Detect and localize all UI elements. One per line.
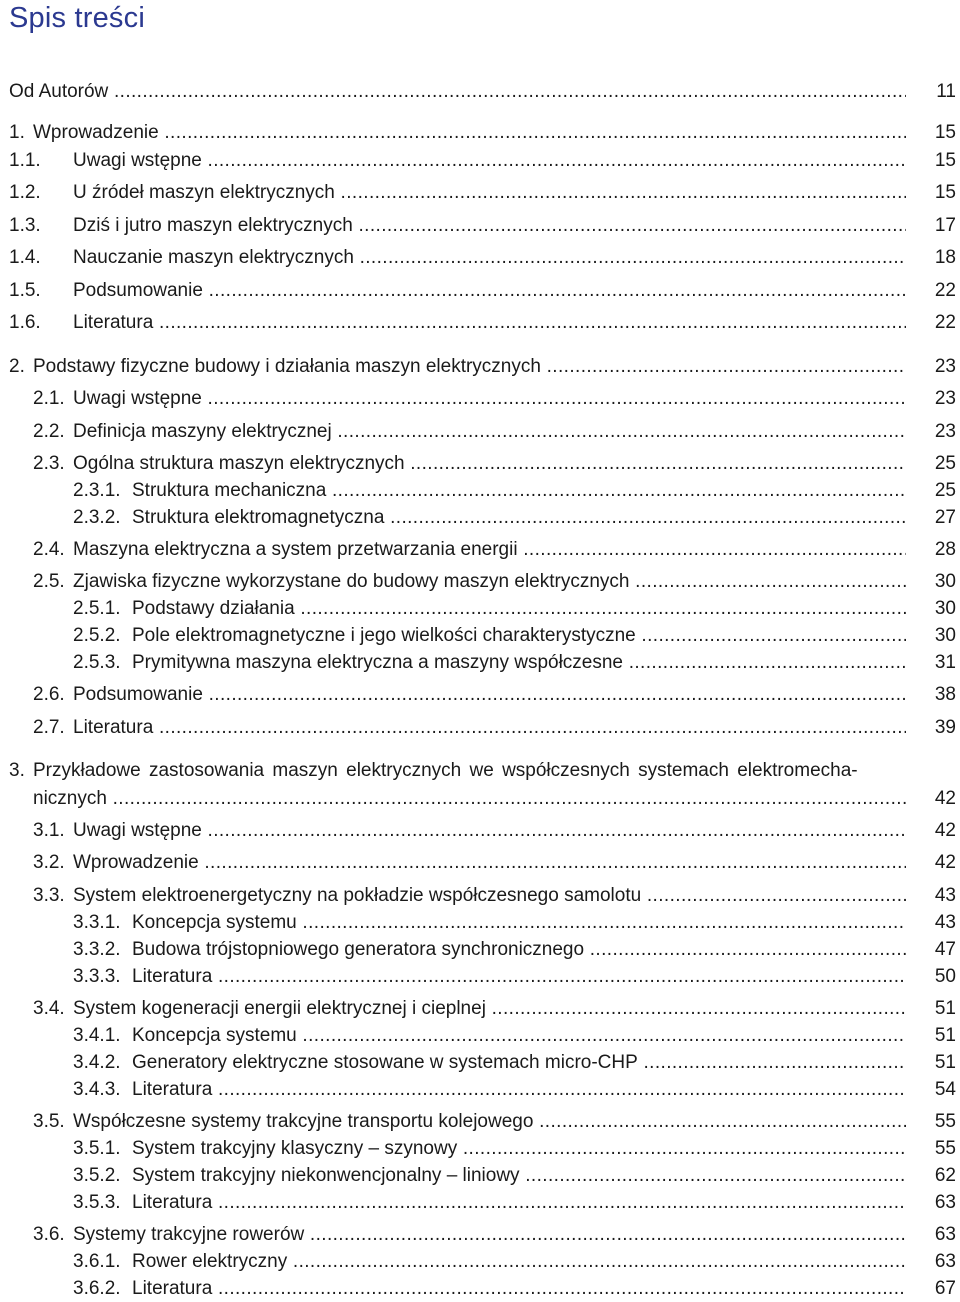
toc-entry-page: 50 bbox=[934, 966, 956, 987]
toc-entry-title: Literatura ..... bbox=[132, 1076, 906, 1103]
toc-entry-title: Literatura ..... bbox=[132, 1189, 906, 1216]
toc-entry bbox=[0, 1076, 960, 1103]
toc-entry-title: System elektroenergetyczny na pokładzie współczesnego samolotu ..... bbox=[73, 882, 906, 909]
toc-entry-number: 3.3.1. bbox=[73, 912, 121, 933]
toc-entry bbox=[0, 536, 960, 563]
toc-entry-page: 62 bbox=[934, 1165, 956, 1186]
toc-entry bbox=[0, 757, 960, 784]
toc-entry-number: 2.5.3. bbox=[73, 652, 121, 673]
toc-entry bbox=[0, 649, 960, 676]
toc-entry-page: 63 bbox=[934, 1192, 956, 1213]
toc-entry-number: 1.5. bbox=[9, 280, 41, 301]
toc-entry-number: 2.5. bbox=[33, 571, 65, 592]
toc-entry-title: nicznych ..... bbox=[33, 785, 906, 812]
toc-entry-title: Od Autorów ..... bbox=[9, 78, 906, 105]
toc-entry-title: Literatura ..... bbox=[73, 309, 906, 336]
toc-entry-page: 18 bbox=[934, 247, 956, 268]
toc-entry-page: 51 bbox=[934, 1052, 956, 1073]
toc-entry-page: 22 bbox=[934, 312, 956, 333]
toc-entry bbox=[0, 963, 960, 990]
toc-entry-title: Dziś i jutro maszyn elektrycznych ..... bbox=[73, 212, 906, 239]
toc-entry-page: 30 bbox=[934, 571, 956, 592]
toc-entry-page: 63 bbox=[934, 1251, 956, 1272]
toc-entry bbox=[0, 1108, 960, 1135]
toc-entry-title: Podsumowanie ..... bbox=[73, 277, 906, 304]
toc-entry-title: U źródeł maszyn elektrycznych ..... bbox=[73, 179, 906, 206]
toc-entry-number: 3.4.2. bbox=[73, 1052, 121, 1073]
toc-entry bbox=[0, 681, 960, 708]
toc-entry-number: 2.3.2. bbox=[73, 507, 121, 528]
toc-entry bbox=[0, 1189, 960, 1216]
toc-entry-title: Ogólna struktura maszyn elektrycznych ..... bbox=[73, 450, 906, 477]
toc-entry bbox=[0, 147, 960, 174]
toc-entry-number: 3.3.2. bbox=[73, 939, 121, 960]
toc-entry-number: 3.4. bbox=[33, 998, 65, 1019]
toc-entry-page: 25 bbox=[934, 453, 956, 474]
toc-entry bbox=[0, 882, 960, 909]
page-title: Spis treści bbox=[9, 2, 145, 34]
toc-entry-page: 63 bbox=[934, 1224, 956, 1245]
toc-entry-title: Literatura ..... bbox=[73, 714, 906, 741]
toc-entry bbox=[0, 450, 960, 477]
toc-entry bbox=[0, 504, 960, 531]
toc-entry-page: 15 bbox=[934, 182, 956, 203]
toc-entry-number: 2.6. bbox=[33, 684, 65, 705]
toc-entry bbox=[0, 1248, 960, 1275]
toc-entry-page: 51 bbox=[934, 998, 956, 1019]
toc-entry bbox=[0, 1162, 960, 1189]
toc-entry-number: 3.5.1. bbox=[73, 1138, 121, 1159]
toc-entry-page: 23 bbox=[934, 356, 956, 377]
toc-entry-number: 3.3. bbox=[33, 885, 65, 906]
toc-entry-title: System trakcyjny niekonwencjonalny – liniowy ..... bbox=[132, 1162, 906, 1189]
toc-entry-number: 2.7. bbox=[33, 717, 65, 738]
toc-entry-page: 23 bbox=[934, 421, 956, 442]
toc-entry bbox=[0, 418, 960, 445]
toc-entry bbox=[0, 622, 960, 649]
toc-entry-number: 2.3.1. bbox=[73, 480, 121, 501]
toc-entry-title: Literatura ..... bbox=[132, 1275, 906, 1302]
toc-entry-title: Przykładowe zastosowania maszyn elektrycznych we współczesnych systemach elektromecha- bbox=[33, 760, 858, 781]
toc-entry bbox=[0, 385, 960, 412]
toc-entry-page: 30 bbox=[934, 625, 956, 646]
toc-entry-page: 31 bbox=[934, 652, 956, 673]
toc-entry-number: 1. bbox=[9, 122, 25, 143]
toc-entry-title: Współczesne systemy trakcyjne transportu kolejowego ..... bbox=[73, 1108, 906, 1135]
toc-entry-page: 23 bbox=[934, 388, 956, 409]
toc-entry-number: 1.6. bbox=[9, 312, 41, 333]
toc-entry-page: 55 bbox=[934, 1111, 956, 1132]
toc-entry-number: 3.5. bbox=[33, 1111, 65, 1132]
toc-entry-page: 43 bbox=[934, 885, 956, 906]
toc-entry-number: 1.3. bbox=[9, 215, 41, 236]
toc-entry bbox=[0, 477, 960, 504]
toc-entry-title: Struktura elektromagnetyczna ..... bbox=[132, 504, 906, 531]
toc-entry bbox=[0, 179, 960, 206]
toc-entry-page: 28 bbox=[934, 539, 956, 560]
toc-entry-title: Podstawy fizyczne budowy i działania maszyn elektrycznych ..... bbox=[33, 353, 906, 380]
toc-entry-number: 3.1. bbox=[33, 820, 65, 841]
toc-entry-page: 47 bbox=[934, 939, 956, 960]
toc-entry-page: 42 bbox=[934, 852, 956, 873]
toc-entry-title: Podstawy działania ..... bbox=[132, 595, 906, 622]
toc-entry-number: 2.1. bbox=[33, 388, 65, 409]
toc-entry-number: 1.1. bbox=[9, 150, 41, 171]
toc-entry-title: Definicja maszyny elektrycznej ..... bbox=[73, 418, 906, 445]
toc-entry-number: 2. bbox=[9, 356, 25, 377]
toc-entry-page: 15 bbox=[934, 150, 956, 171]
toc-entry-page: 67 bbox=[934, 1278, 956, 1299]
toc-entry bbox=[0, 244, 960, 271]
toc-entry-title: Literatura ..... bbox=[132, 963, 906, 990]
toc-entry-title: Koncepcja systemu ..... bbox=[132, 1022, 906, 1049]
toc-entry-title: Rower elektryczny ..... bbox=[132, 1248, 906, 1275]
toc-entry bbox=[0, 1022, 960, 1049]
toc-entry-number: 3.4.3. bbox=[73, 1079, 121, 1100]
toc-entry-number: 3. bbox=[9, 760, 25, 781]
toc-entry-page: 15 bbox=[934, 122, 956, 143]
toc-entry bbox=[0, 568, 960, 595]
toc-entry-number: 2.5.1. bbox=[73, 598, 121, 619]
toc-entry-page: 55 bbox=[934, 1138, 956, 1159]
toc-entry bbox=[0, 1135, 960, 1162]
toc-entry-title: Koncepcja systemu ..... bbox=[132, 909, 906, 936]
toc-entry-title: Uwagi wstępne ..... bbox=[73, 147, 906, 174]
toc-entry-page: 25 bbox=[934, 480, 956, 501]
toc-entry bbox=[0, 909, 960, 936]
toc-entry bbox=[0, 78, 960, 105]
toc-entry bbox=[0, 1049, 960, 1076]
toc-entry-number: 3.6.2. bbox=[73, 1278, 121, 1299]
toc-entry bbox=[0, 785, 960, 812]
toc-entry-page: 42 bbox=[934, 788, 956, 809]
toc-entry-title: Prymitywna maszyna elektryczna a maszyny współczesne ..... bbox=[132, 649, 906, 676]
toc-entry-number: 2.3. bbox=[33, 453, 65, 474]
toc-entry bbox=[0, 995, 960, 1022]
toc-entry-number: 2.4. bbox=[33, 539, 65, 560]
toc-entry-title: Podsumowanie ..... bbox=[73, 681, 906, 708]
toc-entry-number: 3.4.1. bbox=[73, 1025, 121, 1046]
toc-entry bbox=[0, 1275, 960, 1302]
toc-entry-title: System kogeneracji energii elektrycznej i cieplnej ..... bbox=[73, 995, 906, 1022]
toc-entry-number: 1.4. bbox=[9, 247, 41, 268]
toc-entry-page: 39 bbox=[934, 717, 956, 738]
toc-entry-title: Uwagi wstępne ..... bbox=[73, 817, 906, 844]
toc-entry bbox=[0, 1221, 960, 1248]
toc-entry-title: Wprowadzenie ..... bbox=[73, 849, 906, 876]
toc-entry-number: 3.5.2. bbox=[73, 1165, 121, 1186]
toc-entry-title: Budowa trójstopniowego generatora synchronicznego ..... bbox=[132, 936, 906, 963]
toc-entry-title: Pole elektromagnetyczne i jego wielkości charakterystyczne ..... bbox=[132, 622, 906, 649]
toc-entry-page: 54 bbox=[934, 1079, 956, 1100]
toc-entry-title: System trakcyjny klasyczny – szynowy ..... bbox=[132, 1135, 906, 1162]
toc-entry bbox=[0, 212, 960, 239]
toc-entry bbox=[0, 277, 960, 304]
toc-entry-title: Generatory elektryczne stosowane w systemach micro-CHP ..... bbox=[132, 1049, 906, 1076]
toc-entry-title: Maszyna elektryczna a system przetwarzania energii ..... bbox=[73, 536, 906, 563]
toc-entry bbox=[0, 119, 960, 146]
toc-entry bbox=[0, 849, 960, 876]
toc-entry bbox=[0, 595, 960, 622]
toc-entry-page: 30 bbox=[934, 598, 956, 619]
toc-entry-page: 42 bbox=[934, 820, 956, 841]
toc-entry-title: Nauczanie maszyn elektrycznych ..... bbox=[73, 244, 906, 271]
toc-entry-title: Uwagi wstępne ..... bbox=[73, 385, 906, 412]
toc-entry bbox=[0, 936, 960, 963]
toc-entry-number: 3.6. bbox=[33, 1224, 65, 1245]
toc-entry-number: 3.3.3. bbox=[73, 966, 121, 987]
toc-entry-title: Wprowadzenie ..... bbox=[33, 119, 906, 146]
toc-entry bbox=[0, 353, 960, 380]
toc-entry-page: 17 bbox=[934, 215, 956, 236]
toc-entry-page: 22 bbox=[934, 280, 956, 301]
toc-entry-number: 2.5.2. bbox=[73, 625, 121, 646]
toc-entry-number: 3.6.1. bbox=[73, 1251, 121, 1272]
toc-entry-title: Struktura mechaniczna ..... bbox=[132, 477, 906, 504]
toc-entry-page: 51 bbox=[934, 1025, 956, 1046]
toc-entry-number: 2.2. bbox=[33, 421, 65, 442]
toc-entry bbox=[0, 309, 960, 336]
toc-entry-page: 27 bbox=[934, 507, 956, 528]
toc-entry-title: Zjawiska fizyczne wykorzystane do budowy maszyn elektrycznych ..... bbox=[73, 568, 906, 595]
toc-entry-number: 1.2. bbox=[9, 182, 41, 203]
toc-entry bbox=[0, 817, 960, 844]
toc-entry bbox=[0, 714, 960, 741]
toc-entry-page: 38 bbox=[934, 684, 956, 705]
toc-entry-number: 3.2. bbox=[33, 852, 65, 873]
toc-entry-number: 3.5.3. bbox=[73, 1192, 121, 1213]
toc-entry-page: 43 bbox=[934, 912, 956, 933]
toc-entry-title: Systemy trakcyjne rowerów ..... bbox=[73, 1221, 906, 1248]
toc-entry-page: 11 bbox=[936, 81, 956, 102]
